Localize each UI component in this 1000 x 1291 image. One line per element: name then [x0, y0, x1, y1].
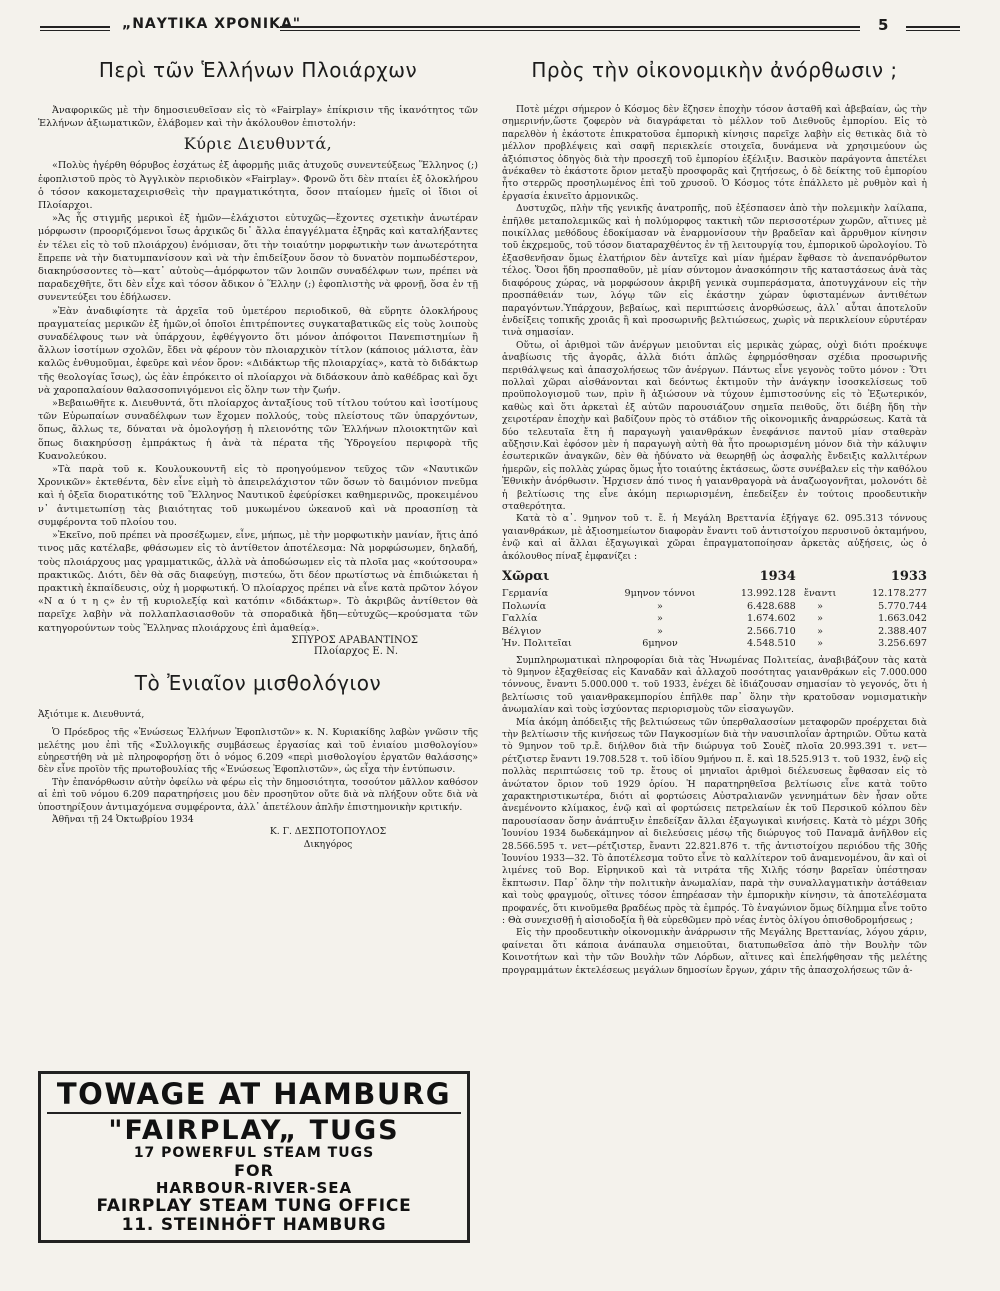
column-header: Χῶραι	[502, 569, 550, 585]
paragraph: »Ἐκεῖνο, ποῦ πρέπει νὰ προσέξωμεν, εἶνε, μήπως, μὲ τὴν μορφωτικὴν μανίαν, ἥτις ἀπό τινος μᾶς κατέλαβε, φθάσωμεν εἰς τὸ ἀντίθετον ἀποτέλεσμα: Νὰ μορφώσωμεν, δηλαδή, τοὺς πλοιάρχους μας γραμματικῶς, ἀλλὰ νὰ ἀποδώσωμεν εἰς τὰ πλοῖα μας «κούτσουρα» πρακτικῶς. Διότι, δὲν θὰ σᾶς διαφεύγῃ, πιστεύω, ὅτι δέον πρωτίστως νὰ ἐπιδιώκεται ἡ πρακτικὴ ἐκπαίδευσις, οὐχ ἡ μορφωτική. Ὁ πλοίαρχος πρέπει νὰ εἶνε κατὰ πρῶτον λόγον «Ν α ύ τ η ς» ἐν τῇ κυριολεξίᾳ καὶ κατόπιν «διδάκτωρ». Τὸ ἀκριβῶς ἀντίθετον θὰ παρεῖχε λαβὴν νὰ πολλαπλασιασθοῦν τὰ σποραδικὰ ἤδη—εὐτυχῶς—κρούσματα τῶν κατηγορούντων τοὺς Ἕλληνας πλοιάρχους ἐπὶ ἀμαθείᾳ».	[38, 530, 478, 634]
journal-title: „ΝΑΥΤΙΚΑ ΧΡΟΝΙΚΑ"	[122, 16, 302, 32]
table-cell: 12.178.277	[872, 588, 927, 600]
ad-line: HARBOUR-RIVER-SEA	[155, 1179, 353, 1197]
left-column	[38, 58, 478, 851]
paragraph: Συμπληρωματικαὶ πληροφορίαι διὰ τὰς Ἡνωμένας Πολιτείας, ἀναβιβάζουν τὰς κατὰ τὸ 9μηνον ἐξαχθείσας εἰς Καναδᾶν καὶ ἀλλαχοῦ ποσότητας γαιανθράκων εἰς 7.000.000 τόννους, ἔναντι 5.000.000 τ. τοῦ 1933, ἐνέχει δὲ ἰδιάζουσαν σημασίαν τὸ γεγονός, ὅτι ἡ βελτίωσις τοῦ γαιανθρακεμπορίου ἐπῆλθε παρ᾽ ὅλην τὴν κρατοῦσαν νομισματικὴν ἀνωμαλίαν καὶ τοὺς ἰσχύοντας περιορισμοὺς τῶν εἰσαγωγῶν.	[502, 654, 927, 716]
table-header-row	[502, 567, 927, 588]
table-cell: 3.256.697	[878, 638, 927, 650]
salutation: Κύριε Διευθυντά,	[183, 134, 333, 154]
paragraph: »Βεβαιωθῆτε κ. Διευθυντά, ὅτι πλοίαρχος ἀνταξίους τοῦ τίτλου τούτου καὶ ἰσοτίμους τῶν Εὐρωπαίων συναδέλφων των ἔχομεν πολλούς, τοὺς πλείστους τῶν ὑπαρχόντων, ὅπως, ἄλλως τε, δύναται νὰ ὁμολογήσῃ ἡ πλειονότης τῶν Ἑλλήνων πλοιοκτητῶν καὶ ὅπως διακηρύσσῃ ἐμπράκτως ἡ ἀνὰ τὰ πέρατα τῆς Ὑδρογείου περιφορὰ τῆς Κυανολεύκου.	[38, 398, 478, 462]
table-cell: »	[817, 600, 824, 612]
paragraph: Τὴν ἐπανόρθωσιν αὐτὴν ὀφείλω νὰ φέρω εἰς τὴν δημοσιότητα, τοσούτον μᾶλλον καθόσον αἱ ἐπὶ τοῦ νόμου 6.209 παρατηρήσεις μου δὲν προσηῦτον οὔτε διὰ νὰ πλήξουν οὔτε διὰ νὰ ὑποστηρίξουν ἀντιμαχόμενα συμφέροντα, ἀλλ᾽ ἀπετέλουν ἁπλῆν ἐπιστημονικὴν κριτικήν.	[38, 776, 478, 813]
header-rule-left	[40, 26, 110, 31]
header-rule-middle	[280, 26, 860, 31]
table-cell: Γαλλία	[502, 613, 538, 625]
signature-title: Πλοίαρχος Ε. Ν.	[313, 645, 398, 657]
paragraph: Οὕτω, οἱ ἀριθμοὶ τῶν ἀνέργων μειοῦνται εἰς μερικὰς χώρας, οὐχὶ διότι προέκυψε ἀναβίωσις τῆς ἀγορᾶς, ἀλλὰ διότι ἁπλῶς ἐφηρμόσθησαν σχέδια προσωρινῆς περιθάλψεως καὶ ἀπασχολήσεως τῶν ἀνέργων. Πάντως εἶνε γεγονὸς τοῦτο μόνον : Ὅτι πολλαὶ χῶραι αἰσθάνονται καὶ δεόντως ἐκτιμοῦν τὴν ἀνάγκην ἰσοσκελίσεως τοῦ προϋπολογισμοῦ των, πρὶν ἢ ἀξιώσουν νὰ τύχουν ἐμπιστοσύνης εἰς τὸ Ἐξωτερικόν, καθὼς καὶ ὅτι ἀρκεταὶ ἐξ αὐτῶν παρουσιάζουν σημεῖα πειθοῦς, ὅτι διέβη ἤδη τὴν χειροτέραν ἐποχὴν καὶ βαδίζουν πρὸς τὸ στάδιον τῆς οἰκονομικῆς ἀναρρώσεως. Κατὰ τὰ δύο τελευταῖα ἔτη ἡ παραγωγὴ γαιανθράκων ἐνεφάνισε παντοῦ μίαν σταθερὰν αὔξησιν.Καὶ ἐφόσον μὲν ἡ παραγωγὴ αὐτὴ θὰ ἦτο προωρισμένη μόνον διὰ τὴν κάλυψιν ἐσωτερικῶν ἀναγκῶν, δὲν θὰ ἠδύνατο νὰ θεωρηθῇ ὡς ἀσφαλὴς ἔνδειξις καλλιτέρων ἡμερῶν, εἰς πολλὰς χώρας ὅμως ἦτο τοιαύτης ἐκτάσεως, ὥστε συνέβαλεν εἰς τὴν καθόλου Ἐθνικὴν ἀνόρθωσιν. Ἠρχισεν ἀπό τινος ἡ γαιανθραγορὰ νὰ ἀναζωογονῆται, μολονότι δὲ ἡ βελτίωσις της εἶνε ἀκόμη περιωρισμένη, ἐπεδείξεν ἐν τούτοις προοδευτικὴν σταθερότητα.	[502, 339, 927, 512]
table-cell: 6μηνον	[642, 638, 678, 650]
article-title: Πρὸς τὴν οἰκονομικὴν ἀνόρθωσιν ;	[531, 58, 898, 82]
signature-name: Κ. Γ. ΔΕΣΠΟΤΟΠΟΥΛΟΣ	[269, 826, 387, 838]
table-cell: 1.663.042	[878, 613, 927, 625]
paragraph: »Τὰ παρὰ τοῦ κ. Κουλουκουντῆ εἰς τὸ προηγούμενον τεῦχος τῶν «Ναυτικῶν Χρονικῶν» ἐκτεθέντα, δὲν εἶνε εἰμὴ τὸ ἀπειρελάχιστον τῶν ὅσων τὸ δαιμόνιον πνεῦμα καὶ ἡ ὀξεῖα διορατικότης τοῦ Ἕλληνος Ναυτικοῦ ἐφεύρίσκει καθημερινῶς, προκειμένου ν᾽ ἀντιμετωπίσῃ τὰς βιαιότητας τοῦ μυκωμένου ὠκεανοῦ καὶ νὰ προασπίσῃ τὰ συμφέροντα τοῦ πλοίου του.	[38, 464, 478, 528]
page-number: 5	[878, 16, 889, 34]
table-cell: 4.548.510	[746, 638, 796, 650]
dateline: Ἀθῆναι τῇ 24 Ὀκτωβρίου 1934	[52, 813, 194, 825]
column-header: 1934	[759, 569, 796, 585]
ad-office: FAIRPLAY STEAM TUNG OFFICE	[96, 1196, 412, 1216]
ad-line: FOR	[234, 1161, 274, 1180]
table-cell: 9μηνον τόννοι	[624, 588, 696, 600]
table-cell: Ἡν. Πολιτεῖαι	[502, 638, 572, 650]
article-title: Τὸ Ἐνιαῖον μισθολόγιον	[134, 670, 382, 695]
paragraph: Κατὰ τὸ α᾽. 9μηνον τοῦ τ. ἔ. ἡ Μεγάλη Βρεττανία ἐξήγαγε 62. 095.313 τόννους γαιανθράκων, μὲ ἀξιοσημείωτον διαφορὰν ἔναντι τοῦ ἀντιστοίχου περυσινοῦ ὀκταμήνου, ἐνῷ καὶ αἱ ἄλλαι ἐξαγωγικαὶ χῶραι ἐπραγματοποίησαν ἀρκετὰς αὐξήσεις, ὡς ὁ ἀκόλουθος πίναξ ἐμφανίζει :	[502, 513, 927, 562]
advertisement-fairplay-tugs	[38, 1071, 470, 1243]
table-row	[502, 638, 927, 651]
paragraph: Μία ἀκόμη ἀπόδειξις τῆς βελτιώσεως τῶν ὑπερθαλασσίων μεταφορῶν προέρχεται διὰ τὴν βελτίωσιν τῆς κινήσεως τῶν Παγκοσμίων διὰ τὴν ναυσιπλοΐαν ἀρτηριῶν. Οὕτω κατὰ τὸ 9μηνον τοῦ τρ.ἔ. διήλθον διὰ τῆν διώρυγα τοῦ Σουὲζ πλοῖα 20.993.391 τ. νετ—ρέτζιστερ ἔναντι 19.708.528 τ. τοῦ ἰδίου 9μήνου π. ἔ. καὶ 18.525.913 τ. τοῦ 1932, ἐνῷ εἰς πολλὰς περιπτώσεις τοῦ τρ. ἔτους οἱ μηνιαῖοι ἀριθμοὶ διέλευσεως ἔφθασαν εἰς τὸ ἀνώτατον ὅριον τοῦ 1929 ὁρίου. Ἡ παρατηρηθεῖσα βελτίωσις εἶνε κατὰ τοῦτο χαρακτηριστικωτέρα, διότι αἱ φορτώσεις Αὐστραλιανῶν γεννημάτων δὲν ἦσαν οὔτε ἀνεμένοντο κλίμακος, ἐνῷ καὶ αἱ φορτώσεις πετρελαίων ἐκ τοῦ Περσικοῦ κόλπου δὲν παρουσίασαν ὅσην ἀνάπτυξιν ἐπεδείξαν ἄλλαι ἐξαγωγικαὶ κινήσεις. Κατὰ τὸ μέχρι 30ῆς Ἰουνίου 1934 δωδεκάμηνον αἱ διελεύσεις μέσῳ τῆς διώρυγος τοῦ Παναμᾶ ἀνῆλθον εἰς 28.566.595 τ. νετ—ρέτζιστερ, ἔναντι 22.821.876 τ. τῆς ἀντιστοίχου περιόδου τῆς 30ῆς Ἰουνίου 1933—32. Τὸ ἀποτέλεσμα τοῦτο εἶνε τὸ καλλίτερον τοῦ ἀναμενομένου, ἂν καὶ οἱ λιμένες τοῦ Βορ. Εἰρηνικοῦ καὶ τὰ νιτράτα τῆς Χιλῆς τόσην βαρεῖαν ὑπέστησαν ἔκπτωσιν. Παρ᾽ ὅλην τὴν πολιτικὴν ἀνωμαλίαν, παρὰ τὴν συναλλαγματικὴν ἀστάθειαν καὶ τοὺς φραγμούς, οἵτινες τόσον ἐπηρέασαν τὴν ἐμπορικὴν κίνησιν, τὰ ἀποτελέσματα προφανές, ὅτι κινοῦμεθα βραδέως πρὸς τὰ ἐμπρός. Τὸ ἐναγώνιον ὅμως δίλημμα εἶνε τοῦτο : Θὰ συνεχισθῇ ἡ αἰσιοδοξία ἢ θὰ εὑρεθῶμεν πρὸ νέας ἐντὸς ὀλίγου ὀπισθοδρομήσεως ;	[502, 716, 927, 927]
table-cell: 2.566.710	[746, 625, 796, 637]
ad-headline: TOWAGE AT HAMBURG	[47, 1078, 461, 1114]
table-cell: 6.428.688	[746, 600, 796, 612]
coal-export-table	[502, 567, 927, 651]
column-header	[796, 567, 845, 588]
paragraph: »Ἐὰν ἀναδιφίσητε τὰ ἀρχεῖα τοῦ ὑμετέρου περιοδικοῦ, θὰ εὕρητε ὁλοκλήρους πραγματείας μερικῶν ἐξ ἡμῶν,οἱ ὁποῖοι ἐπιτρέποντες συγκαταβατικῶς εἰς τοὺς λοιποὺς συναδέλφους των νὰ ὑπάρχουν, ἐφθέγγοντο ὅτι μόνον ἀπόφοιτοι Πανεπιστημίων ἢ ἄλλων ἰσοτίμων σχολῶν, ἔδει νὰ φέρουν τὸν πλοιαρχικὸν τίτλον (κάποιος μάλιστα, ἐὰν καλῶς ἐνθυμοῦμαι, ἐφεῦρε καὶ νέον ὅρον: «Διδάκτωρ τῆς πλοιαρχίας», κατὰ τὸ διδάκτωρ τῆς θεολογίας ἴσως), ὡς ἐὰν ἐπρόκειτο οἱ πλοίαρχοι νὰ διδάσκουν ἀπὸ καθέδρας καὶ ὄχι νὰ χαροπαλαίουν θαλασσοπνιγόμενοι εἰς ὅλην των τὴν ζωήν.	[38, 305, 478, 396]
table-cell: ἔναντι	[803, 588, 837, 600]
table-cell: 5.770.744	[878, 600, 927, 612]
table-cell: Γερμανία	[502, 588, 549, 600]
paragraph: Ὁ Πρόεδρος τῆς «Ἐνώσεως Ἑλλήνων Ἐφοπλιστῶν» κ. Ν. Κυριακίδης λαβὼν γνῶσιν τῆς μελέτης μου ἐπὶ τῆς «Συλλογικῆς συμβάσεως ἐργασίας καὶ τοῦ ἐνιαίου μισθολογίου» εὐηρεστήθη νὰ μὲ πληροφορήσῃ ὅτι ὁ νόμος 6.209 «περὶ μισθολογίου ἐργατῶν θαλάσσης» δὲν εἶνε προϊὸν τῆς πρωτοβουλίας τῆς «Ἐνώσεως Ἐφοπλιστῶν», ὡς εἶχα τὴν ἐντύπωσιν.	[38, 727, 478, 776]
table-cell: 1.674.602	[746, 613, 796, 625]
article-title: Περὶ τῶν Ἑλλήνων Πλοιάρχων	[98, 58, 418, 82]
page-header	[40, 14, 960, 40]
paragraph: »Ἀς ἧς στιγμῆς μερικοὶ ἐξ ἡμῶν—ἐλάχιστοι εὐτυχῶς—ἔχοντες σχετικὴν ἀνωτέραν μόρφωσιν (προοριζόμενοι ἴσως ἀρχικῶς δι᾽ ἄλλα ἐπαγγέλματα ἐξηρᾶς καὶ καταλήξαντες ἐν τέλει εἰς τὸ τοῦ πλοιάρχου) ἐνόμισαν, ὅτι τὴν τοιαύτην μορφωτικὴν των ἀνωτερότητα ἔπρεπε νὰ τὴν διατυμπανίσουν καὶ νὰ τὴν ἐπιδείξουν ὅσον τὸ δυνατὸν πομπωδέστερον, διακηρύσσοντες τὸ—κατ᾽ αὐτοὺς—ἀμόρφωτον τῶν λοιπῶν συναδέλφων των, πρέπει νὰ παραδεχθῆτε, ὅτι δὲν εἶχε καὶ τόσον ἄδικον ὁ Ἕλλην (;) ἐφοπλιστὴς νὰ φρονῇ, ὅσα ἐν τῇ συνεντεύξει του ἐδήλωσεν.	[38, 213, 478, 304]
article-greek-captains	[38, 58, 478, 657]
article-salary-scale	[38, 671, 478, 851]
table-cell: 2.388.407	[878, 625, 927, 637]
column-header: 1933	[890, 569, 927, 585]
table-row	[502, 588, 927, 601]
table-row	[502, 626, 927, 639]
column-header	[607, 567, 713, 588]
paragraph: Ποτὲ μέχρι σήμερον ὁ Κόσμος δὲν ἔζησεν ἐποχὴν τόσον ἀσταθῆ καὶ ἀβεβαίαν, ὡς τὴν σημερινήν,ὥστε ζοφερὸν νὰ διαγράφεται τὸ μέλλον τοῦ Διεθνοῦς ἐμπορίου. Εἰς τὸ παρελθὸν ἡ ἑκάστοτε ἐπικρατοῦσα ἐμπορικὴ κίνησις παρεῖχε λαβὴν εἰς θετικὰς διὰ τὸ μέλλον προβλέψεις καὶ σαφῆ περιεκλείε στοιχεῖα, δυνάμενα νὰ χρησιμεύουν ὡς ἀξιόπιστος ὁδηγὸς διὰ τὴν προσεχῆ τοῦ ἐμπορίου ἐξέλιξιν. Βασικὸν παράγοντα ἀπετέλει ἀνέκαθεν τὸ ἑκάστοτε ὅριον μεταξὺ προσφορᾶς καὶ ζητήσεως, ὁ δὲ δείκτης τοῦ ἐμπορίου ἦτο στερρῶς προσηλωμένος ἐπὶ τοῦ χρυσοῦ. Ὁ Κόσμος τότε ἐπάλλετο μὲ ρυθμὸν καὶ ἡ ἐργασία ἐκινεῖτο ἁρμονικῶς.	[502, 104, 927, 202]
table-cell: Βέλγιον	[502, 625, 542, 637]
table-cell: »	[817, 638, 824, 650]
article-intro: Ἀναφορικῶς μὲ τὴν δημοσιευθεῖσαν εἰς τὸ «Fairplay» ἐπίκρισιν τῆς ἱκανότητος τῶν Ἑλλήνων ἀξιωματικῶν, ἐλάβομεν καὶ τὴν ἀκόλουθον ἐπιστολήν:	[38, 105, 478, 130]
table-row	[502, 613, 927, 626]
table-cell: »	[657, 625, 663, 637]
salutation: Ἀξιότιμε κ. Διευθυντά,	[38, 708, 145, 720]
paragraph: Δυστυχῶς, πλὴν τῆς γενικῆς ἀνατροπῆς, ποῦ ἐξέσπασεν ἀπὸ τὴν πολεμικὴν λαίλαπα, ἐπῆλθε μεταπολεμικῶς καὶ ἡ πολύμορφος τακτικὴ τῶν περισσοτέρων χωρῶν, αἵτινες μὲ ποικίλλας μεθόδους ἐδοκίμασαν νὰ ἐναρμονίσουν τὴν βραδεῖαν καὶ ἄρρυθμον κίνησιν τοῦ ἐκχρεμοῦς, τοῦ τόσον διαταραχθέντος ἐν τῇ λειτουργίᾳ του, ἐμπορικοῦ ὡρολογίου. Τὸ ἐξασθενῆσαν ὅμως ἐλατήριον δὲν ἀντεῖχε καὶ μίαν ἡμέραν ἔφθασε τὸ ἀνεπανόρθωτον τέλος. Ὅσοι ἤδη προσπαθοῦν, μὲ μίαν σύντομον ἀνασκόπησιν τῆς καταστάσεως ἀνὰ τὰς διαφόρους χώρας, νὰ μορφώσουν ἀκριβῆ γενικὰ συμπεράσματα, ἀποτυγχάνουν εἰς τὴν προσπάθειάν των, λόγῳ τῶν εἰς ἑκάστην χώραν ὑφισταμένων ἀντιθέτων παραγόντων.Ὑπάρχουν, βεβαίως, καὶ περιπτώσεις ἀνορθώσεως, ἀλλ᾽ αὗται ἀποτελοῦν ἐνδείξεις τοπικῆς χροιᾶς ἢ καὶ προσωρινῆς βελτιώσεως, χωρὶς νὰ περικλείουν εὐρυτέραν τινὰ σημασίαν.	[502, 203, 927, 339]
table-cell: 13.992.128	[740, 588, 796, 600]
table-cell: »	[657, 600, 663, 612]
right-column	[502, 58, 927, 977]
table-row	[502, 601, 927, 614]
table-cell: Πολωνία	[502, 600, 547, 612]
table-cell: »	[657, 613, 663, 625]
ad-brand: "FAIRPLAY„ TUGS	[108, 1115, 400, 1146]
paragraph: Εἰς τὴν προοδευτικὴν οἰκονομικὴν ἀνάρρωσιν τῆς Μεγάλης Βρεττανίας, λόγου χάριν, φαίνεται ὅτι κάποια ἀνάπαυλα σημειοῦται, διατυπωθεῖσα ἀπὸ τὴν Βουλὴν τῶν Κοινοτήτων καὶ τὴν τῶν Βουλὴν τῶν Λόρδων, αἵτινες καὶ ἐπελήφθησαν τῆς μελέτης προγραμμάτων ἐκτελέσεως μεγάλων δημοσίων ἔργων, χάριν τῆς ἀπασχολήσεως τῶν ἀ-	[502, 927, 927, 976]
table-cell: »	[817, 625, 824, 637]
signature-name: ΣΠΥΡΟΣ ΑΡΑΒΑΝΤΙΝΟΣ	[291, 634, 418, 646]
ad-line: 17 POWERFUL STEAM TUGS	[133, 1145, 375, 1161]
signature-title: Δικηγόρος	[303, 838, 353, 850]
table-cell: »	[817, 613, 824, 625]
paragraph: «Πολὺς ἠγέρθη θόρυβος ἐσχάτως ἐξ ἀφορμῆς μιᾶς ἀτυχοῦς συνεντεύξεως Ἕλληνος (;) ἐφοπλιστοῦ πρὸς τὸ Ἀγγλικὸν περιοδικὸν «Fairplay». Φρονῶ ὅτι δὲν πταίει ἐξ ὁλοκλήρου ὁ τόσον κακομεταχειρισθεὶς τὴν πραγματικότητα, ὅσον πταίομεν ἡμεῖς οἱ ἴδιοι οἱ Πλοίαρχοι.	[38, 160, 478, 212]
ad-address: 11. STEINHÖFT HAMBURG	[121, 1215, 387, 1235]
header-rule-right	[906, 26, 960, 31]
